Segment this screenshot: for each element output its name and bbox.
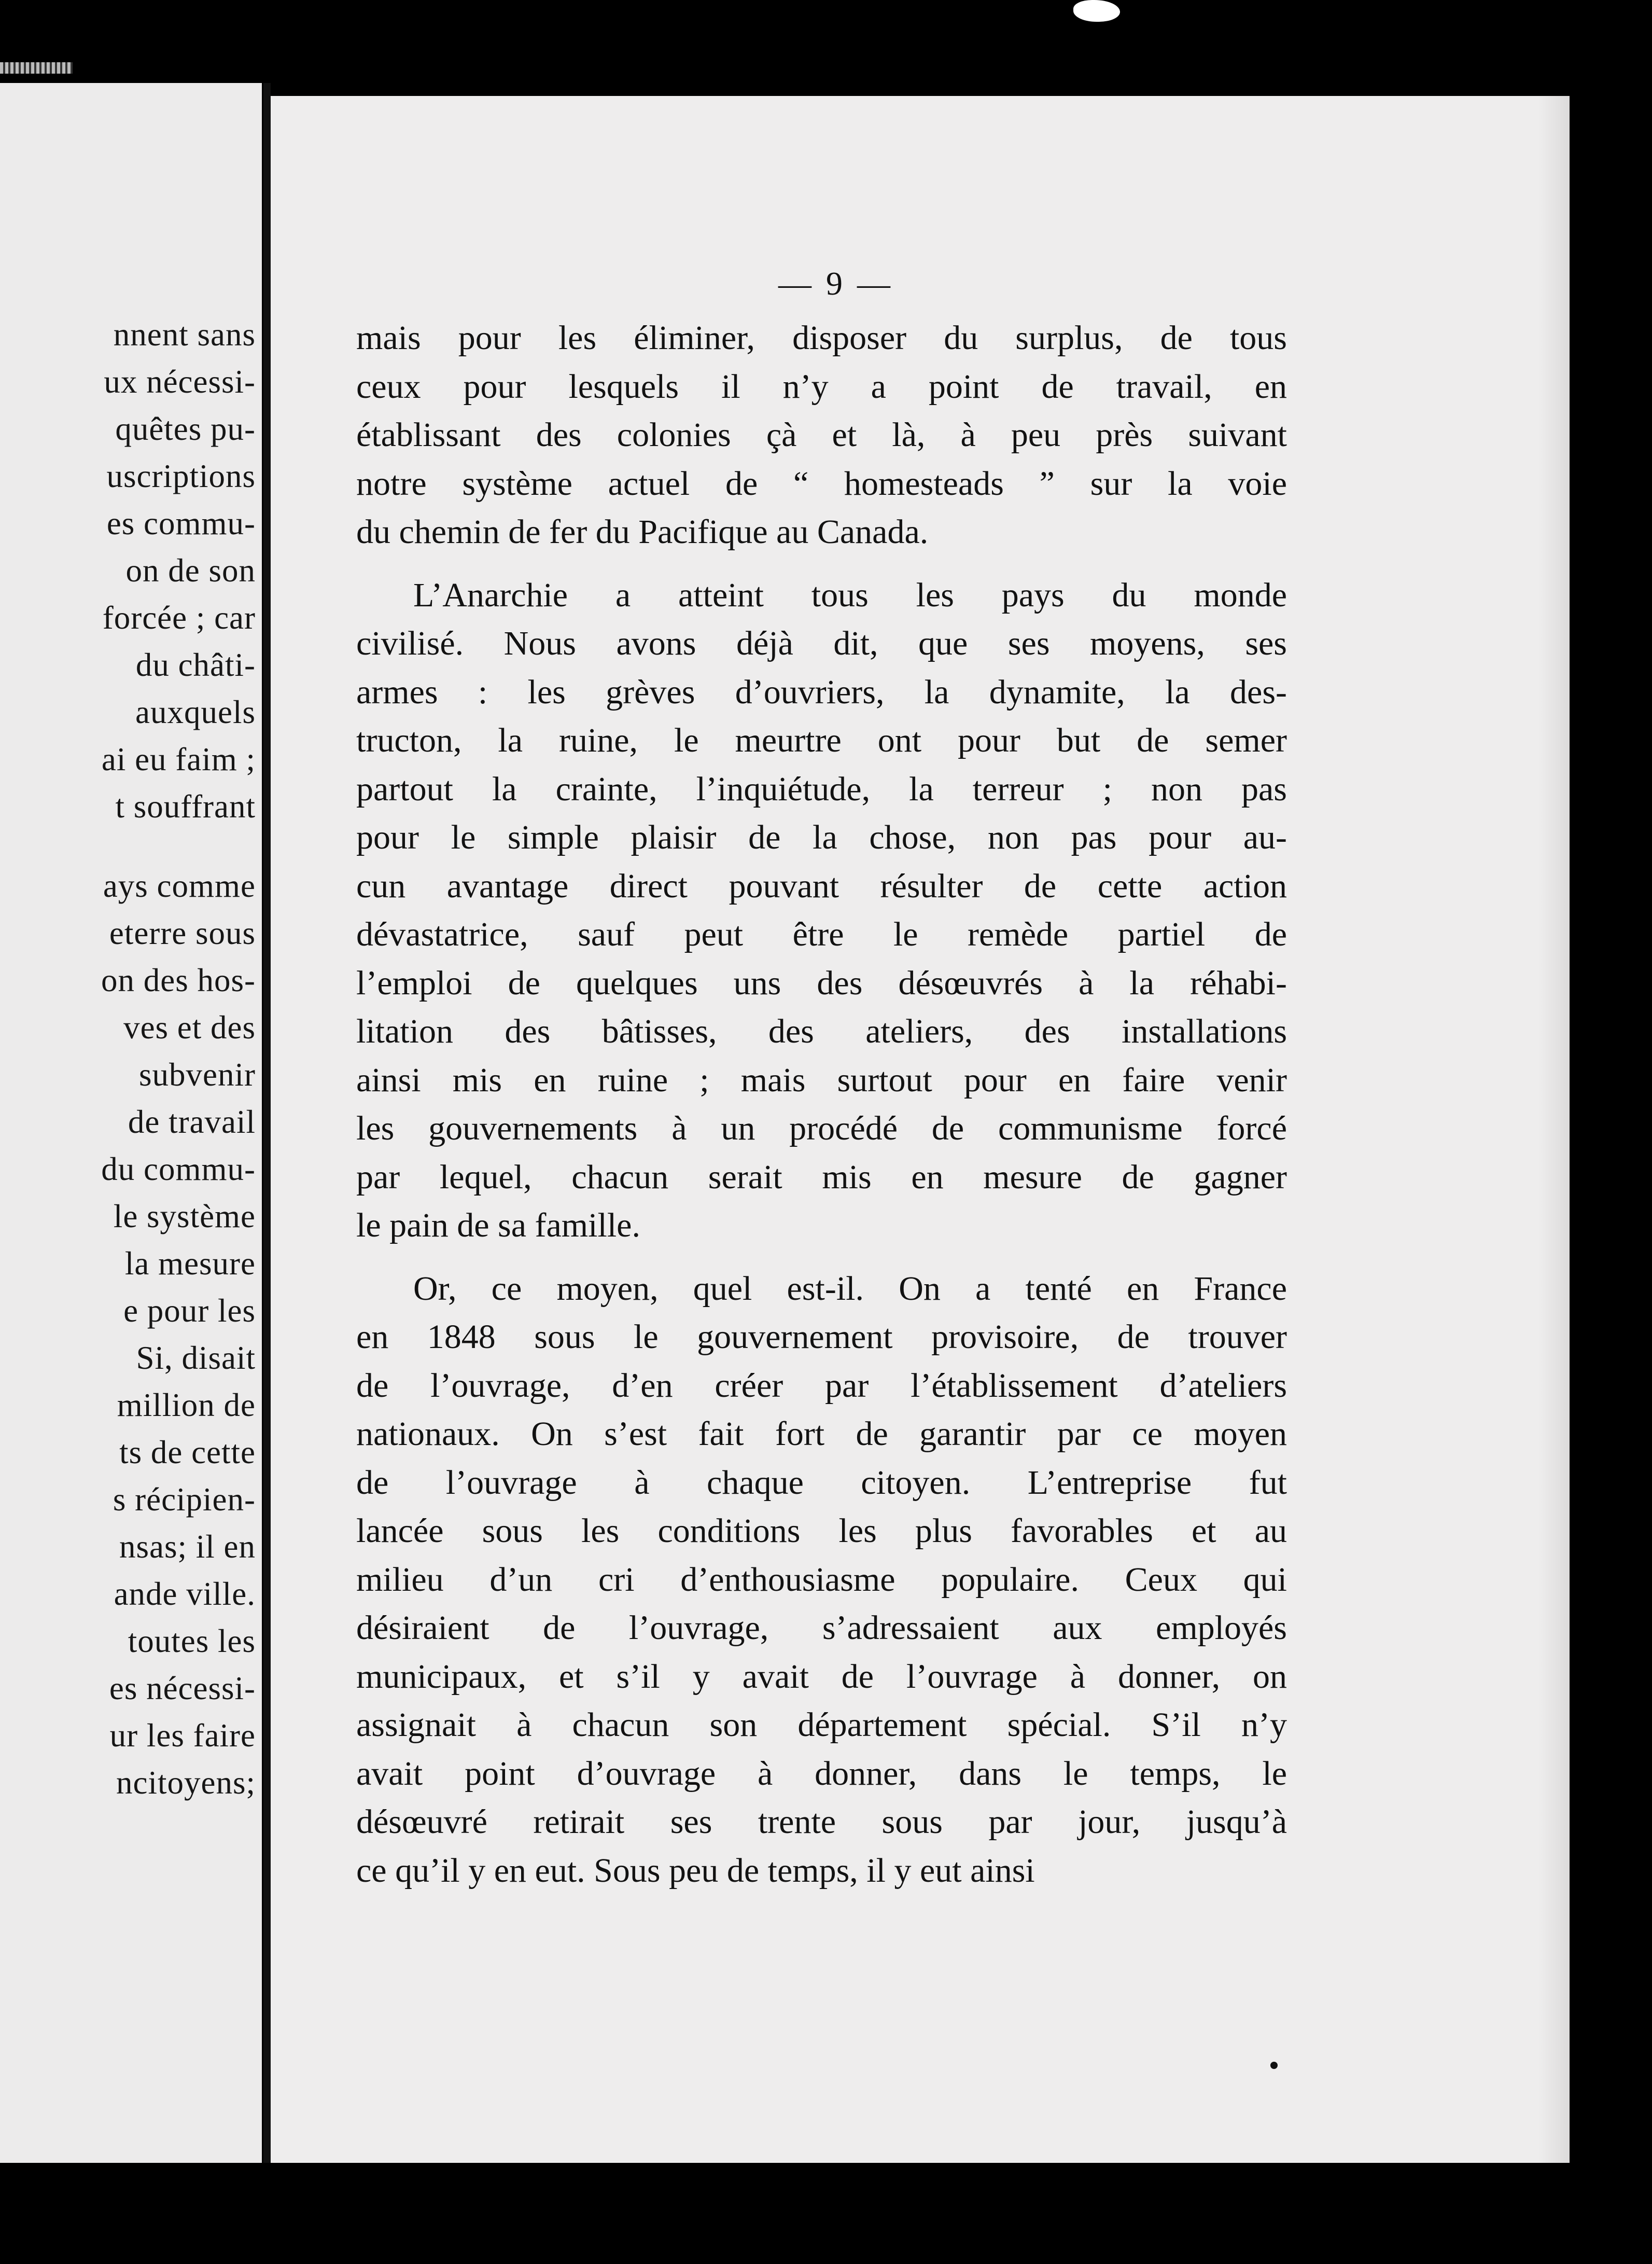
previous-page-line: la mesure [124, 1245, 256, 1282]
text-line: désiraient de l’ouvrage, s’adressaient aux employés [356, 1609, 1287, 1647]
previous-page-line: s récipien- [113, 1481, 256, 1518]
previous-page-line: de travail [128, 1104, 256, 1140]
previous-page-line: es nécessi- [109, 1670, 256, 1706]
text-line: assignait à chacun son département spécial. S’il n’y [356, 1706, 1287, 1744]
previous-page-fragment [0, 83, 262, 2163]
page-number: — 9 — [778, 265, 893, 302]
text-line: litation des bâtisses, des ateliers, des installations [356, 1012, 1287, 1050]
paragraph-2 [356, 571, 1287, 1250]
previous-page-line: e pour les [123, 1293, 256, 1329]
text-line: tructon, la ruine, le meurtre ont pour but de semer [356, 721, 1287, 759]
text-line: nationaux. On s’est fait fort de garantir par ce moyen [356, 1415, 1287, 1453]
previous-page-line: subvenir [139, 1057, 256, 1093]
previous-page-line: toutes les [128, 1623, 256, 1659]
text-line: pour le simple plaisir de la chose, non pas pour au- [356, 818, 1287, 856]
previous-page-line: uscriptions [106, 458, 256, 494]
previous-page-line: ai eu faim ; [101, 741, 256, 777]
paragraph-3 [356, 1265, 1287, 1895]
previous-page-line: ur les faire [109, 1717, 256, 1754]
previous-page-line: Si, disait [136, 1340, 256, 1376]
previous-page-line: du commu- [101, 1151, 256, 1187]
text-line: désœuvré retirait ses trente sous par jour, jusqu’à [356, 1803, 1287, 1841]
previous-page-line: auxquels [135, 694, 256, 730]
previous-page-line: nnent sans [113, 316, 256, 353]
text-line: le pain de sa famille. [356, 1206, 640, 1244]
text-line: par lequel, chacun serait mis en mesure de gagner [356, 1158, 1287, 1196]
text-line: lancée sous les conditions les plus favorables et au [356, 1512, 1287, 1550]
previous-page-line: on des hos- [101, 962, 256, 998]
text-line: municipaux, et s’il y avait de l’ouvrage à donner, on [356, 1657, 1287, 1696]
text-line: avait point d’ouvrage à donner, dans le temps, le [356, 1754, 1287, 1793]
previous-page-line: ux nécessi- [104, 364, 256, 400]
text-line: ce qu’il y en eut. Sous peu de temps, il y eut ainsi [356, 1851, 1035, 1890]
film-edge-strip [0, 62, 73, 74]
page-gutter [263, 83, 271, 2163]
text-line: l’emploi de quelques uns des désœuvrés à la réhabi- [356, 964, 1287, 1002]
ink-speck [1270, 2062, 1278, 2069]
text-line: milieu d’un cri d’enthousiasme populaire. Ceux qui [356, 1560, 1287, 1599]
previous-page-line: million de [117, 1387, 256, 1423]
text-line: partout la crainte, l’inquiétude, la terreur ; non pas [356, 770, 1287, 808]
text-line: ceux pour lesquels il n’y a point de travail, en [356, 367, 1287, 406]
text-line: en 1848 sous le gouvernement provisoire, de trouver [356, 1318, 1287, 1356]
text-line: ainsi mis en ruine ; mais surtout pour en faire venir [356, 1061, 1287, 1099]
text-line: les gouvernements à un procédé de communisme forcé [356, 1109, 1287, 1147]
film-blemish [1073, 0, 1120, 22]
text-line: dévastatrice, sauf peut être le remède partiel de [356, 915, 1287, 953]
previous-page-line: t souffrant [115, 788, 256, 825]
text-line: armes : les grèves d’ouvriers, la dynamite, la des- [356, 673, 1287, 711]
text-line: civilisé. Nous avons déjà dit, que ses moyens, ses [356, 624, 1287, 662]
previous-page-line: du châti- [135, 647, 256, 683]
previous-page-line: es commu- [106, 505, 256, 541]
text-line: mais pour les éliminer, disposer du surplus, de tous [356, 319, 1287, 357]
previous-page-line: ncitoyens; [116, 1765, 256, 1801]
previous-page-text [0, 311, 256, 1807]
previous-page-line: eterre sous [109, 915, 256, 951]
page [271, 96, 1570, 2163]
previous-page-line: ts de cette [119, 1434, 256, 1470]
text-line: Or, ce moyen, quel est-il. On a tenté en France [413, 1269, 1287, 1308]
previous-page-line: quêtes pu- [115, 411, 256, 447]
previous-page-line: on de son [125, 552, 256, 589]
previous-page-line: ves et des [123, 1009, 256, 1046]
previous-page-line: forcée ; car [102, 600, 256, 636]
text-line: cun avantage direct pouvant résulter de cette action [356, 867, 1287, 905]
previous-page-line: ande ville. [114, 1576, 256, 1612]
text-line: de l’ouvrage à chaque citoyen. L’entreprise fut [356, 1463, 1287, 1502]
previous-page-line: le système [113, 1198, 256, 1234]
text-line: du chemin de fer du Pacifique au Canada. [356, 513, 929, 551]
text-line: établissant des colonies çà et là, à peu près suivant [356, 416, 1287, 454]
paragraph-1 [356, 314, 1287, 557]
text-line: de l’ouvrage, d’en créer par l’établissement d’ateliers [356, 1366, 1287, 1405]
text-line: L’Anarchie a atteint tous les pays du monde [413, 576, 1287, 614]
body-text [356, 314, 1287, 1895]
text-line: notre système actuel de “ homesteads ” sur la voie [356, 464, 1287, 503]
previous-page-line: ays comme [103, 868, 256, 904]
previous-page-line: nsas; il en [119, 1529, 256, 1565]
